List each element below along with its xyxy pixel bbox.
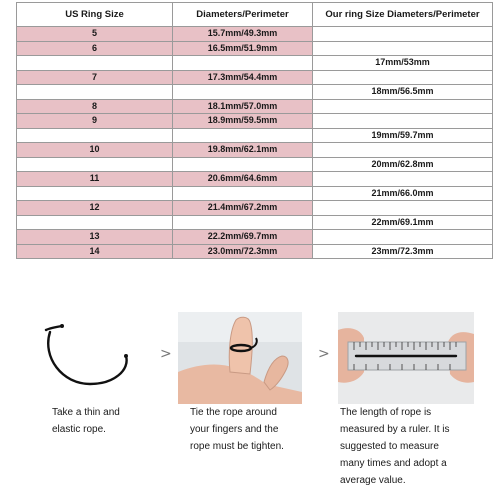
cell-us-ring-size xyxy=(17,215,173,230)
cell-our-ring-size: 19mm/59.7mm xyxy=(313,128,493,143)
cell-diameters-perimeter: 20.6mm/64.6mm xyxy=(173,172,313,187)
table-row xyxy=(17,244,493,259)
caption-line: rope must be tighten. xyxy=(190,441,284,452)
table-row xyxy=(17,230,493,245)
cell-diameters-perimeter xyxy=(173,186,313,201)
cell-us-ring-size xyxy=(17,85,173,100)
caption-line: your fingers and the xyxy=(190,424,279,435)
cell-our-ring-size xyxy=(313,41,493,56)
measurement-steps xyxy=(0,308,500,500)
cell-our-ring-size: 18mm/56.5mm xyxy=(313,85,493,100)
table-row xyxy=(17,201,493,216)
next-step-arrow-icon: > xyxy=(160,346,172,362)
cell-diameters-perimeter: 18.9mm/59.5mm xyxy=(173,114,313,129)
table-row xyxy=(17,172,493,187)
cell-us-ring-size: 13 xyxy=(17,230,173,245)
table-body xyxy=(17,27,493,259)
table-row xyxy=(17,27,493,42)
step-1-caption xyxy=(52,404,148,438)
cell-diameters-perimeter: 17.3mm/54.4mm xyxy=(173,70,313,85)
cell-our-ring-size xyxy=(313,172,493,187)
table-header-row xyxy=(17,3,493,27)
cell-us-ring-size xyxy=(17,157,173,172)
cell-diameters-perimeter xyxy=(173,215,313,230)
cell-us-ring-size: 11 xyxy=(17,172,173,187)
finger-rope-photo xyxy=(178,312,302,404)
header-diameters-perimeter: Diameters/Perimeter xyxy=(173,3,313,27)
table-row xyxy=(17,56,493,71)
step-2-caption xyxy=(190,404,308,455)
cell-our-ring-size: 23mm/72.3mm xyxy=(313,244,493,259)
cell-us-ring-size: 12 xyxy=(17,201,173,216)
next-step-arrow-icon: > xyxy=(318,346,330,362)
ring-size-table xyxy=(16,2,493,259)
cell-us-ring-size xyxy=(17,128,173,143)
cell-diameters-perimeter xyxy=(173,56,313,71)
cell-diameters-perimeter: 23.0mm/72.3mm xyxy=(173,244,313,259)
table-row xyxy=(17,41,493,56)
cell-us-ring-size: 7 xyxy=(17,70,173,85)
cell-diameters-perimeter: 21.4mm/67.2mm xyxy=(173,201,313,216)
table-row xyxy=(17,215,493,230)
cell-us-ring-size xyxy=(17,186,173,201)
cell-us-ring-size: 9 xyxy=(17,114,173,129)
cell-diameters-perimeter: 16.5mm/51.9mm xyxy=(173,41,313,56)
cell-diameters-perimeter: 19.8mm/62.1mm xyxy=(173,143,313,158)
cell-our-ring-size xyxy=(313,230,493,245)
cell-diameters-perimeter: 18.1mm/57.0mm xyxy=(173,99,313,114)
caption-line: The length of rope is xyxy=(340,407,432,418)
cell-us-ring-size: 14 xyxy=(17,244,173,259)
cell-our-ring-size: 17mm/53mm xyxy=(313,56,493,71)
cell-us-ring-size: 10 xyxy=(17,143,173,158)
cell-our-ring-size xyxy=(313,70,493,85)
header-us-ring-size: US Ring Size xyxy=(17,3,173,27)
caption-line: suggested to measure xyxy=(340,441,439,452)
cell-us-ring-size: 5 xyxy=(17,27,173,42)
cell-our-ring-size: 20mm/62.8mm xyxy=(313,157,493,172)
cell-our-ring-size xyxy=(313,99,493,114)
caption-line: Take a thin and xyxy=(52,407,120,418)
ruler-measurement-photo xyxy=(338,312,474,404)
table-row xyxy=(17,70,493,85)
table-row xyxy=(17,157,493,172)
caption-line: elastic rope. xyxy=(52,424,106,435)
cell-us-ring-size: 6 xyxy=(17,41,173,56)
cell-our-ring-size xyxy=(313,114,493,129)
cell-diameters-perimeter: 15.7mm/49.3mm xyxy=(173,27,313,42)
cell-our-ring-size: 21mm/66.0mm xyxy=(313,186,493,201)
cell-our-ring-size xyxy=(313,143,493,158)
cell-us-ring-size xyxy=(17,56,173,71)
cell-diameters-perimeter: 22.2mm/69.7mm xyxy=(173,230,313,245)
table-row xyxy=(17,99,493,114)
cell-diameters-perimeter xyxy=(173,128,313,143)
table-row xyxy=(17,85,493,100)
cell-our-ring-size xyxy=(313,27,493,42)
caption-line: Tie the rope around xyxy=(190,407,277,418)
caption-line: many times and adopt a xyxy=(340,458,447,469)
rope-photo xyxy=(22,312,142,404)
cell-our-ring-size: 22mm/69.1mm xyxy=(313,215,493,230)
caption-line: average value. xyxy=(340,475,406,486)
table-row xyxy=(17,143,493,158)
caption-line: measured by a ruler. It is xyxy=(340,424,450,435)
step-3-caption xyxy=(340,404,468,489)
header-our-ring-size: Our ring Size Diameters/Perimeter xyxy=(313,3,493,27)
cell-diameters-perimeter xyxy=(173,157,313,172)
table-row xyxy=(17,114,493,129)
cell-diameters-perimeter xyxy=(173,85,313,100)
cell-our-ring-size xyxy=(313,201,493,216)
table-row xyxy=(17,186,493,201)
table-row xyxy=(17,128,493,143)
cell-us-ring-size: 8 xyxy=(17,99,173,114)
